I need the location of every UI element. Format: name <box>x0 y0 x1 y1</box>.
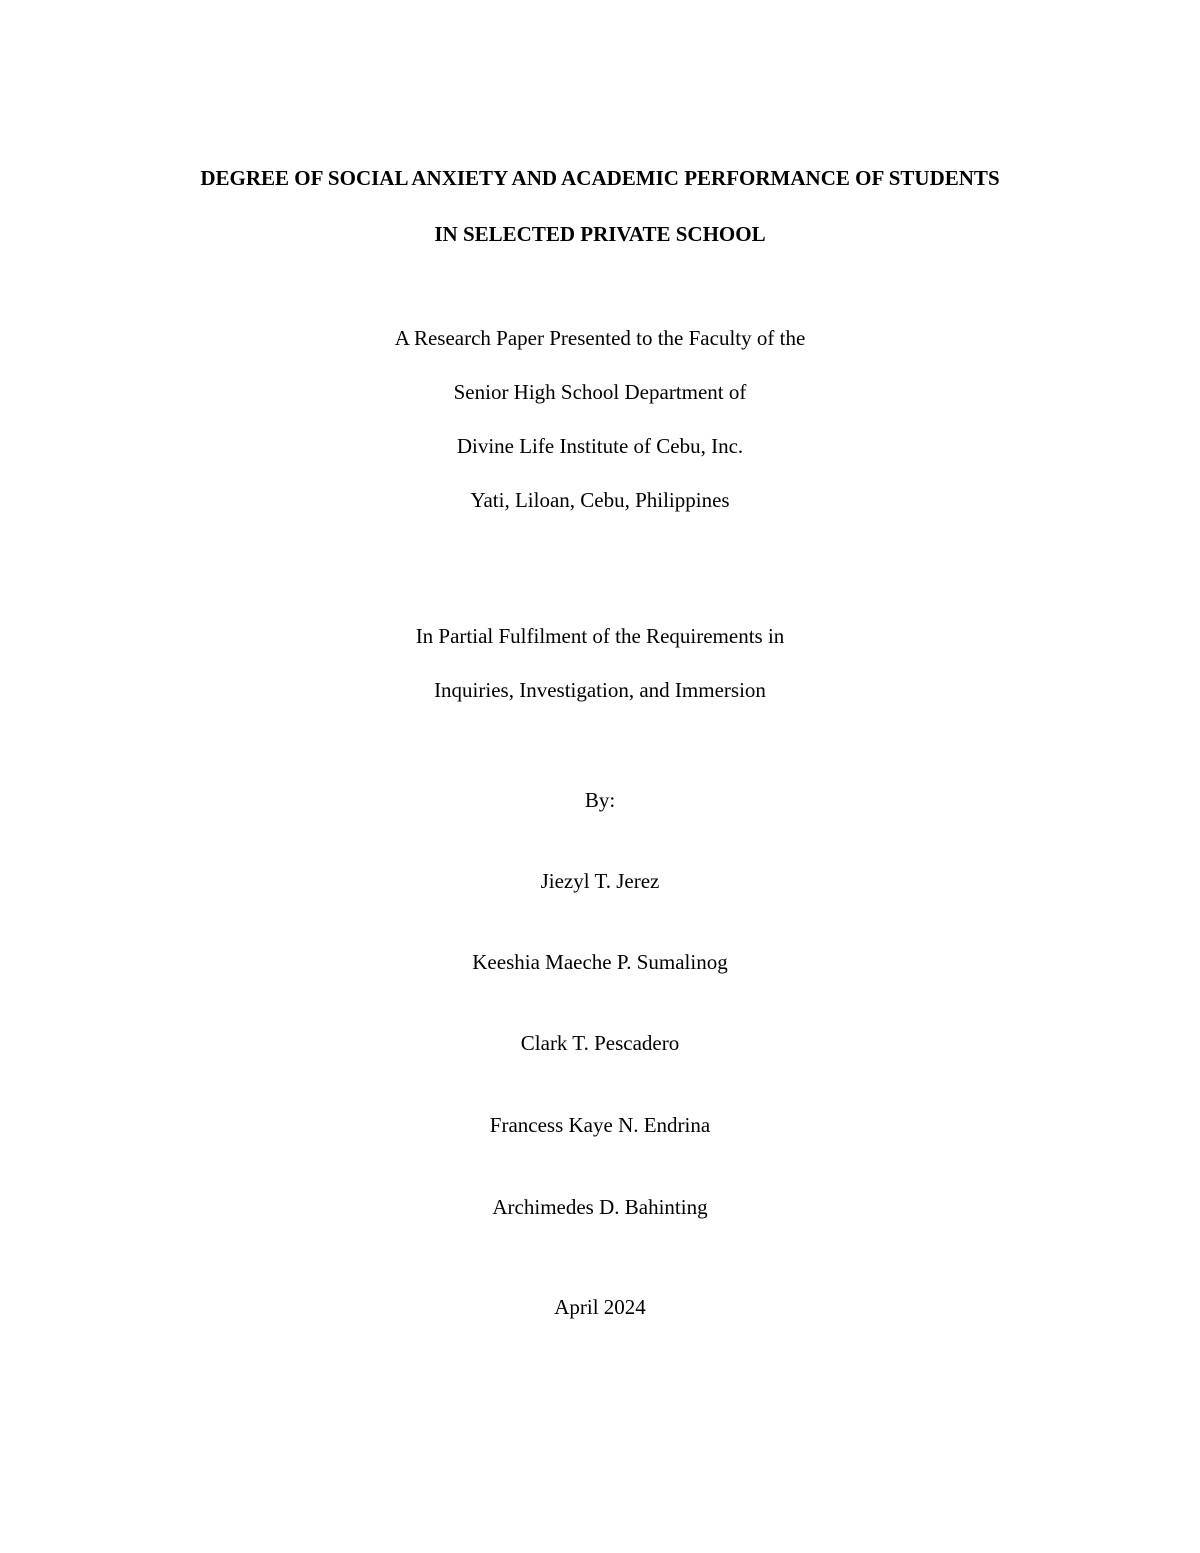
by-label: By: <box>584 788 616 812</box>
presentation-statement: A Research Paper Presented to the Faculty of the <box>394 326 806 350</box>
course-name: Inquiries, Investigation, and Immersion <box>434 678 766 702</box>
institution-name: Divine Life Institute of Cebu, Inc. <box>456 434 744 458</box>
author-name: Francess Kaye N. Endrina <box>489 1113 711 1137</box>
submission-date: April 2024 <box>554 1295 646 1319</box>
author-name: Keeshia Maeche P. Sumalinog <box>472 950 728 974</box>
paper-title-line-1: DEGREE OF SOCIAL ANXIETY AND ACADEMIC PERFORMANCE OF STUDENTS <box>200 166 1000 190</box>
author-name: Jiezyl T. Jerez <box>540 869 660 893</box>
institution-address: Yati, Liloan, Cebu, Philippines <box>470 488 730 512</box>
requirement-statement: In Partial Fulfilment of the Requirements in <box>415 624 785 648</box>
author-name: Clark T. Pescadero <box>520 1031 680 1055</box>
paper-title-line-2: IN SELECTED PRIVATE SCHOOL <box>434 222 766 246</box>
author-name: Archimedes D. Bahinting <box>492 1195 708 1219</box>
department-name: Senior High School Department of <box>453 380 747 404</box>
